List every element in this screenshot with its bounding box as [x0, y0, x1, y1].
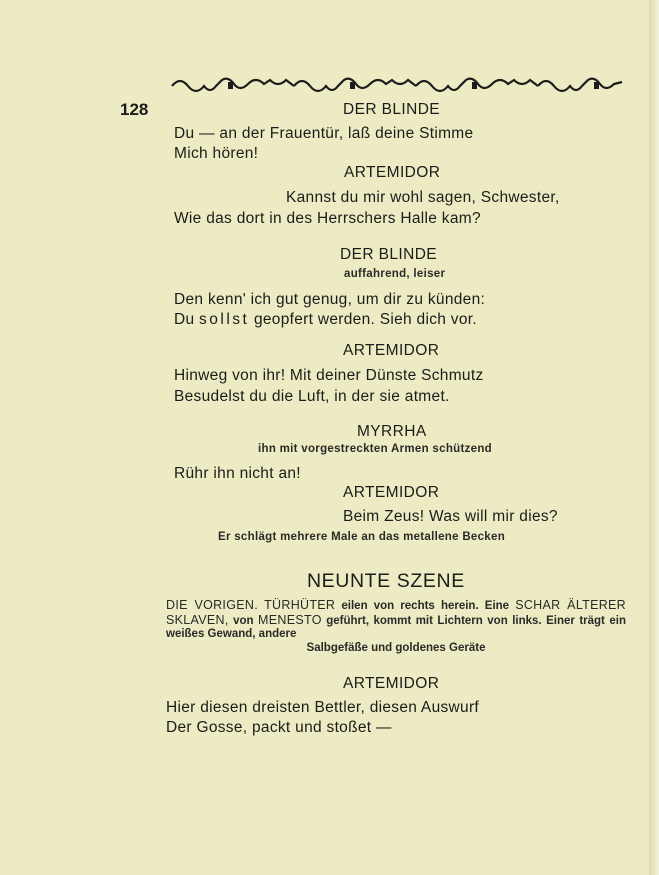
verse-line: Der Gosse, packt und stoßet —	[166, 719, 392, 736]
speaker-name: ARTEMIDOR	[343, 342, 440, 359]
emphasis: sollst	[199, 311, 250, 328]
verse-line: Du sollst geopfert werden. Sieh dich vor.	[174, 311, 477, 328]
verse-line: Hier diesen dreisten Bettler, diesen Auswurf	[166, 699, 480, 716]
speaker-name: ARTEMIDOR	[344, 164, 441, 181]
cast-stage-direction: DIE VORIGEN. TÜRHÜTER eilen von rechts herein. Eine SCHAR ÄLTERER SKLAVEN, von MENESTO geführt, kommt mit Lichtern von links. Einer trägt ein weißes Gewand, andere Salbgefäße und goldenes Geräte	[166, 598, 627, 654]
page-number: 128	[120, 100, 149, 119]
verse-line: Kannst du mir wohl sagen, Schwester,	[286, 189, 560, 206]
running-title: DER BLINDE	[343, 101, 441, 118]
stage-direction: auffahrend, leiser	[344, 268, 446, 280]
scene-title: NEUNTE SZENE	[307, 570, 465, 592]
verse-line: Wie das dort in des Herrschers Halle kam?	[174, 210, 481, 227]
speaker-name: MYRRHA	[357, 423, 427, 440]
speaker-name: DER BLINDE	[340, 246, 438, 263]
speaker-name: ARTEMIDOR	[343, 675, 440, 692]
verse-line: Mich hören!	[174, 145, 259, 162]
stage-direction: Er schlägt mehrere Male an das metallene Becken	[218, 531, 506, 543]
speaker-name: ARTEMIDOR	[343, 484, 440, 501]
verse-line: Du — an der Frauentür, laß deine Stimme	[174, 125, 474, 142]
verse-line: Besudelst du die Luft, in der sie atmet.	[174, 388, 450, 405]
ornamental-border	[170, 74, 624, 96]
verse-line: Den kenn' ich gut genug, um dir zu künden:	[174, 291, 486, 308]
page-edge	[649, 0, 659, 875]
verse-line: Hinweg von ihr! Mit deiner Dünste Schmutz	[174, 367, 484, 384]
stage-direction: ihn mit vorgestreckten Armen schützend	[258, 443, 492, 455]
verse-line: Beim Zeus! Was will mir dies?	[343, 508, 558, 525]
verse-line: Rühr ihn nicht an!	[174, 465, 301, 482]
